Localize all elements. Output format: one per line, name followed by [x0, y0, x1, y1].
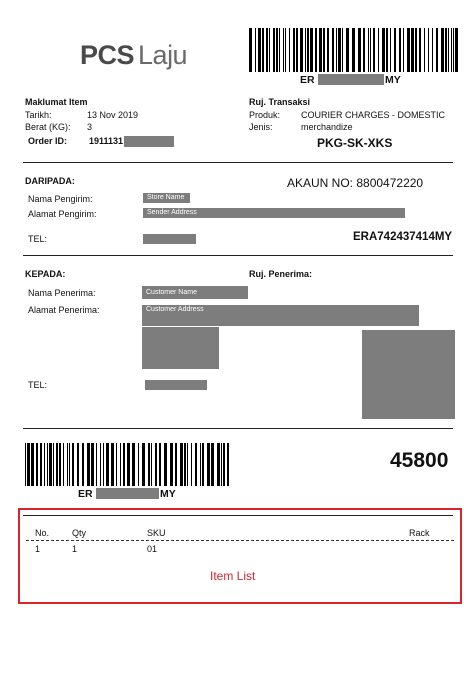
barcode-bar — [36, 443, 38, 486]
barcode-bar — [323, 28, 325, 72]
sender-address-field: Sender Address — [143, 208, 405, 218]
maklumat-heading: Maklumat Item — [25, 97, 88, 107]
top-barcode-redaction — [318, 74, 384, 85]
item-list-box — [18, 508, 462, 604]
barcode-bar — [49, 443, 52, 486]
barcode-bar — [283, 28, 284, 72]
barcode-bar — [100, 443, 101, 486]
top-barcode-suffix: MY — [385, 74, 401, 86]
barcode-bar — [59, 443, 61, 486]
alamat-penerima-label: Alamat Penerima: — [28, 305, 100, 315]
barcode-bar — [407, 28, 410, 72]
barcode-bar — [300, 28, 303, 72]
logo-pos: PCS — [80, 40, 135, 70]
bottom-barcode-redaction — [96, 488, 159, 499]
barcode-bar — [436, 28, 438, 72]
barcode-bar — [363, 28, 365, 72]
barcode-bar — [202, 443, 204, 486]
customer-address-redaction — [142, 327, 219, 369]
barcode-bar — [123, 443, 125, 486]
barcode-bar — [116, 443, 117, 486]
item-list-dashed-rule — [26, 540, 454, 541]
barcode-bar — [184, 443, 186, 486]
barcode-bar — [63, 443, 64, 486]
produk-label: Produk: — [249, 110, 281, 120]
barcode-bar — [200, 443, 201, 486]
barcode-bar — [47, 443, 48, 486]
barcode-bar — [415, 28, 417, 72]
divider-2 — [23, 255, 453, 256]
barcode-bar — [448, 28, 449, 72]
top-barcode-prefix: ER — [300, 74, 315, 86]
sender-tel-redaction — [143, 234, 196, 244]
akaun-no: AKAUN NO: 8800472220 — [287, 176, 424, 190]
barcode-bar — [346, 28, 349, 72]
barcode-bar — [394, 28, 396, 72]
barcode-bar — [310, 28, 313, 72]
barcode-bar — [403, 28, 404, 72]
barcode-bar — [266, 28, 268, 72]
barcode-bar — [368, 28, 369, 72]
barcode-bar — [455, 28, 458, 72]
barcode-bar — [428, 28, 429, 72]
barcode-bar — [293, 28, 295, 72]
transaksi-code: PKG-SK-XKS — [317, 136, 393, 150]
item-list-top-rule — [23, 515, 453, 516]
barcode-bar — [296, 28, 298, 72]
nama-pengirim-label: Nama Pengirim: — [28, 194, 93, 204]
barcode-bar — [155, 443, 157, 486]
barcode-bar — [72, 443, 74, 486]
barcode-bar — [327, 28, 329, 72]
barcode-bar — [336, 28, 337, 72]
order-id-label: Order ID: — [28, 136, 68, 146]
tarikh-label: Tarikh: — [25, 110, 52, 120]
barcode-bar — [370, 28, 371, 72]
barcode-bar — [138, 443, 139, 486]
barcode-bar — [82, 443, 84, 486]
item-row-sku: 01 — [147, 544, 158, 554]
barcode-bar — [453, 28, 454, 72]
barcode-bar — [386, 28, 388, 72]
produk-value: COURIER CHARGES - DOMESTIC — [301, 110, 446, 120]
barcode-bar — [211, 443, 214, 486]
barcode-bar — [342, 28, 343, 72]
item-list-caption: Item List — [210, 569, 256, 583]
barcode-bar — [223, 443, 225, 486]
daripada-heading: DARIPADA: — [25, 176, 75, 186]
barcode-bar — [227, 443, 229, 486]
barcode-bar — [315, 28, 317, 72]
barcode-bar — [445, 28, 447, 72]
barcode-bar — [399, 28, 401, 72]
barcode-bar — [103, 443, 104, 486]
customer-name-field: Customer Name — [142, 286, 248, 299]
barcode-bar — [358, 28, 361, 72]
barcode-bar — [390, 28, 391, 72]
barcode-bar — [180, 443, 183, 486]
barcode-bar — [307, 28, 309, 72]
item-row-qty: 1 — [72, 544, 78, 554]
kepada-heading: KEPADA: — [25, 269, 66, 279]
nama-penerima-label: Nama Penerima: — [28, 288, 96, 298]
item-row-no: 1 — [35, 544, 41, 554]
barcode-bar — [87, 443, 90, 486]
barcode-bar — [221, 443, 222, 486]
barcode-bar — [432, 28, 433, 72]
barcode-bar — [305, 28, 306, 72]
barcode-bar — [411, 28, 414, 72]
divider-3 — [23, 428, 453, 429]
barcode-bar — [151, 443, 152, 486]
store-name-field: Store Name — [143, 193, 190, 203]
barcode-bar — [419, 28, 421, 72]
barcode-bar — [441, 28, 444, 72]
barcode-bar — [170, 443, 173, 486]
barcode-bar — [249, 28, 252, 72]
barcode-bar — [127, 443, 130, 486]
barcode-bar — [191, 443, 192, 486]
col-no-header: No. — [35, 528, 50, 538]
barcode-bar — [106, 443, 109, 486]
barcode-bar — [44, 443, 45, 486]
barcode-bar — [382, 28, 385, 72]
barcode-bar — [27, 443, 30, 486]
barcode-bar — [276, 28, 278, 72]
barcode-bar — [69, 443, 70, 486]
barcode-bar — [373, 28, 375, 72]
top-barcode — [249, 28, 458, 72]
logo-laju: Laju — [138, 40, 188, 70]
barcode-bar — [207, 443, 210, 486]
customer-address-field: Customer Address — [142, 305, 419, 326]
barcode-bar — [175, 443, 177, 486]
order-id-value: 1911131 — [89, 136, 124, 146]
barcode-bar — [132, 443, 135, 486]
berat-value: 3 — [87, 122, 93, 132]
barcode-bar — [285, 28, 286, 72]
barcode-bar — [53, 443, 54, 486]
daripada-tel-label: TEL: — [28, 234, 48, 244]
barcode-bar — [289, 28, 290, 72]
col-rack-header: Rack — [409, 528, 430, 538]
barcode-bar — [195, 443, 197, 486]
barcode-bar — [56, 443, 58, 486]
barcode-bar — [273, 28, 275, 72]
poslaju-logo — [80, 40, 187, 71]
barcode-bar — [338, 28, 341, 72]
barcode-bar — [319, 28, 322, 72]
barcode-bar — [352, 28, 355, 72]
barcode-bar — [451, 28, 452, 72]
barcode-bar — [96, 443, 97, 486]
barcode-bar — [25, 443, 26, 486]
barcode-bar — [91, 443, 94, 486]
barcode-bar — [111, 443, 114, 486]
bottom-barcode — [25, 443, 230, 486]
col-qty-header: Qty — [72, 528, 87, 538]
barcode-bar — [258, 28, 261, 72]
barcode-bar — [187, 443, 188, 486]
barcode-bar — [262, 28, 264, 72]
barcode-bar — [67, 443, 68, 486]
barcode-bar — [77, 443, 79, 486]
berat-label: Berat (KG): — [25, 122, 71, 132]
divider-1 — [23, 162, 453, 163]
barcode-bar — [269, 28, 270, 72]
postcode-number: 45800 — [390, 449, 449, 472]
col-sku-header: SKU — [147, 528, 166, 538]
barcode-bar — [159, 443, 161, 486]
alamat-pengirim-label: Alamat Pengirim: — [28, 209, 97, 219]
barcode-bar — [255, 28, 256, 72]
barcode-bar — [31, 443, 34, 486]
jenis-label: Jenis: — [249, 122, 273, 132]
barcode-bar — [40, 443, 42, 486]
barcode-bar — [164, 443, 167, 486]
barcode-bar — [142, 443, 145, 486]
barcode-bar — [332, 28, 334, 72]
bottom-barcode-prefix: ER — [78, 488, 93, 500]
barcode-bar — [120, 443, 121, 486]
barcode-bar — [217, 443, 220, 486]
barcode-bar — [148, 443, 150, 486]
transaksi-heading: Ruj. Transaksi — [249, 97, 311, 107]
customer-tel-redaction — [145, 380, 207, 390]
barcode-bar — [424, 28, 425, 72]
tracking-number: ERA742437414MY — [353, 231, 453, 243]
kepada-tel-label: TEL: — [28, 380, 48, 390]
bottom-barcode-suffix: MY — [160, 488, 176, 500]
barcode-bar — [378, 28, 379, 72]
ruj-penerima-label: Ruj. Penerima: — [249, 269, 313, 279]
barcode-bar — [279, 28, 280, 72]
jenis-value: merchandize — [301, 122, 353, 132]
postcode-redaction — [362, 330, 455, 419]
tarikh-value: 13 Nov 2019 — [87, 110, 139, 120]
order-id-redaction — [124, 136, 174, 147]
